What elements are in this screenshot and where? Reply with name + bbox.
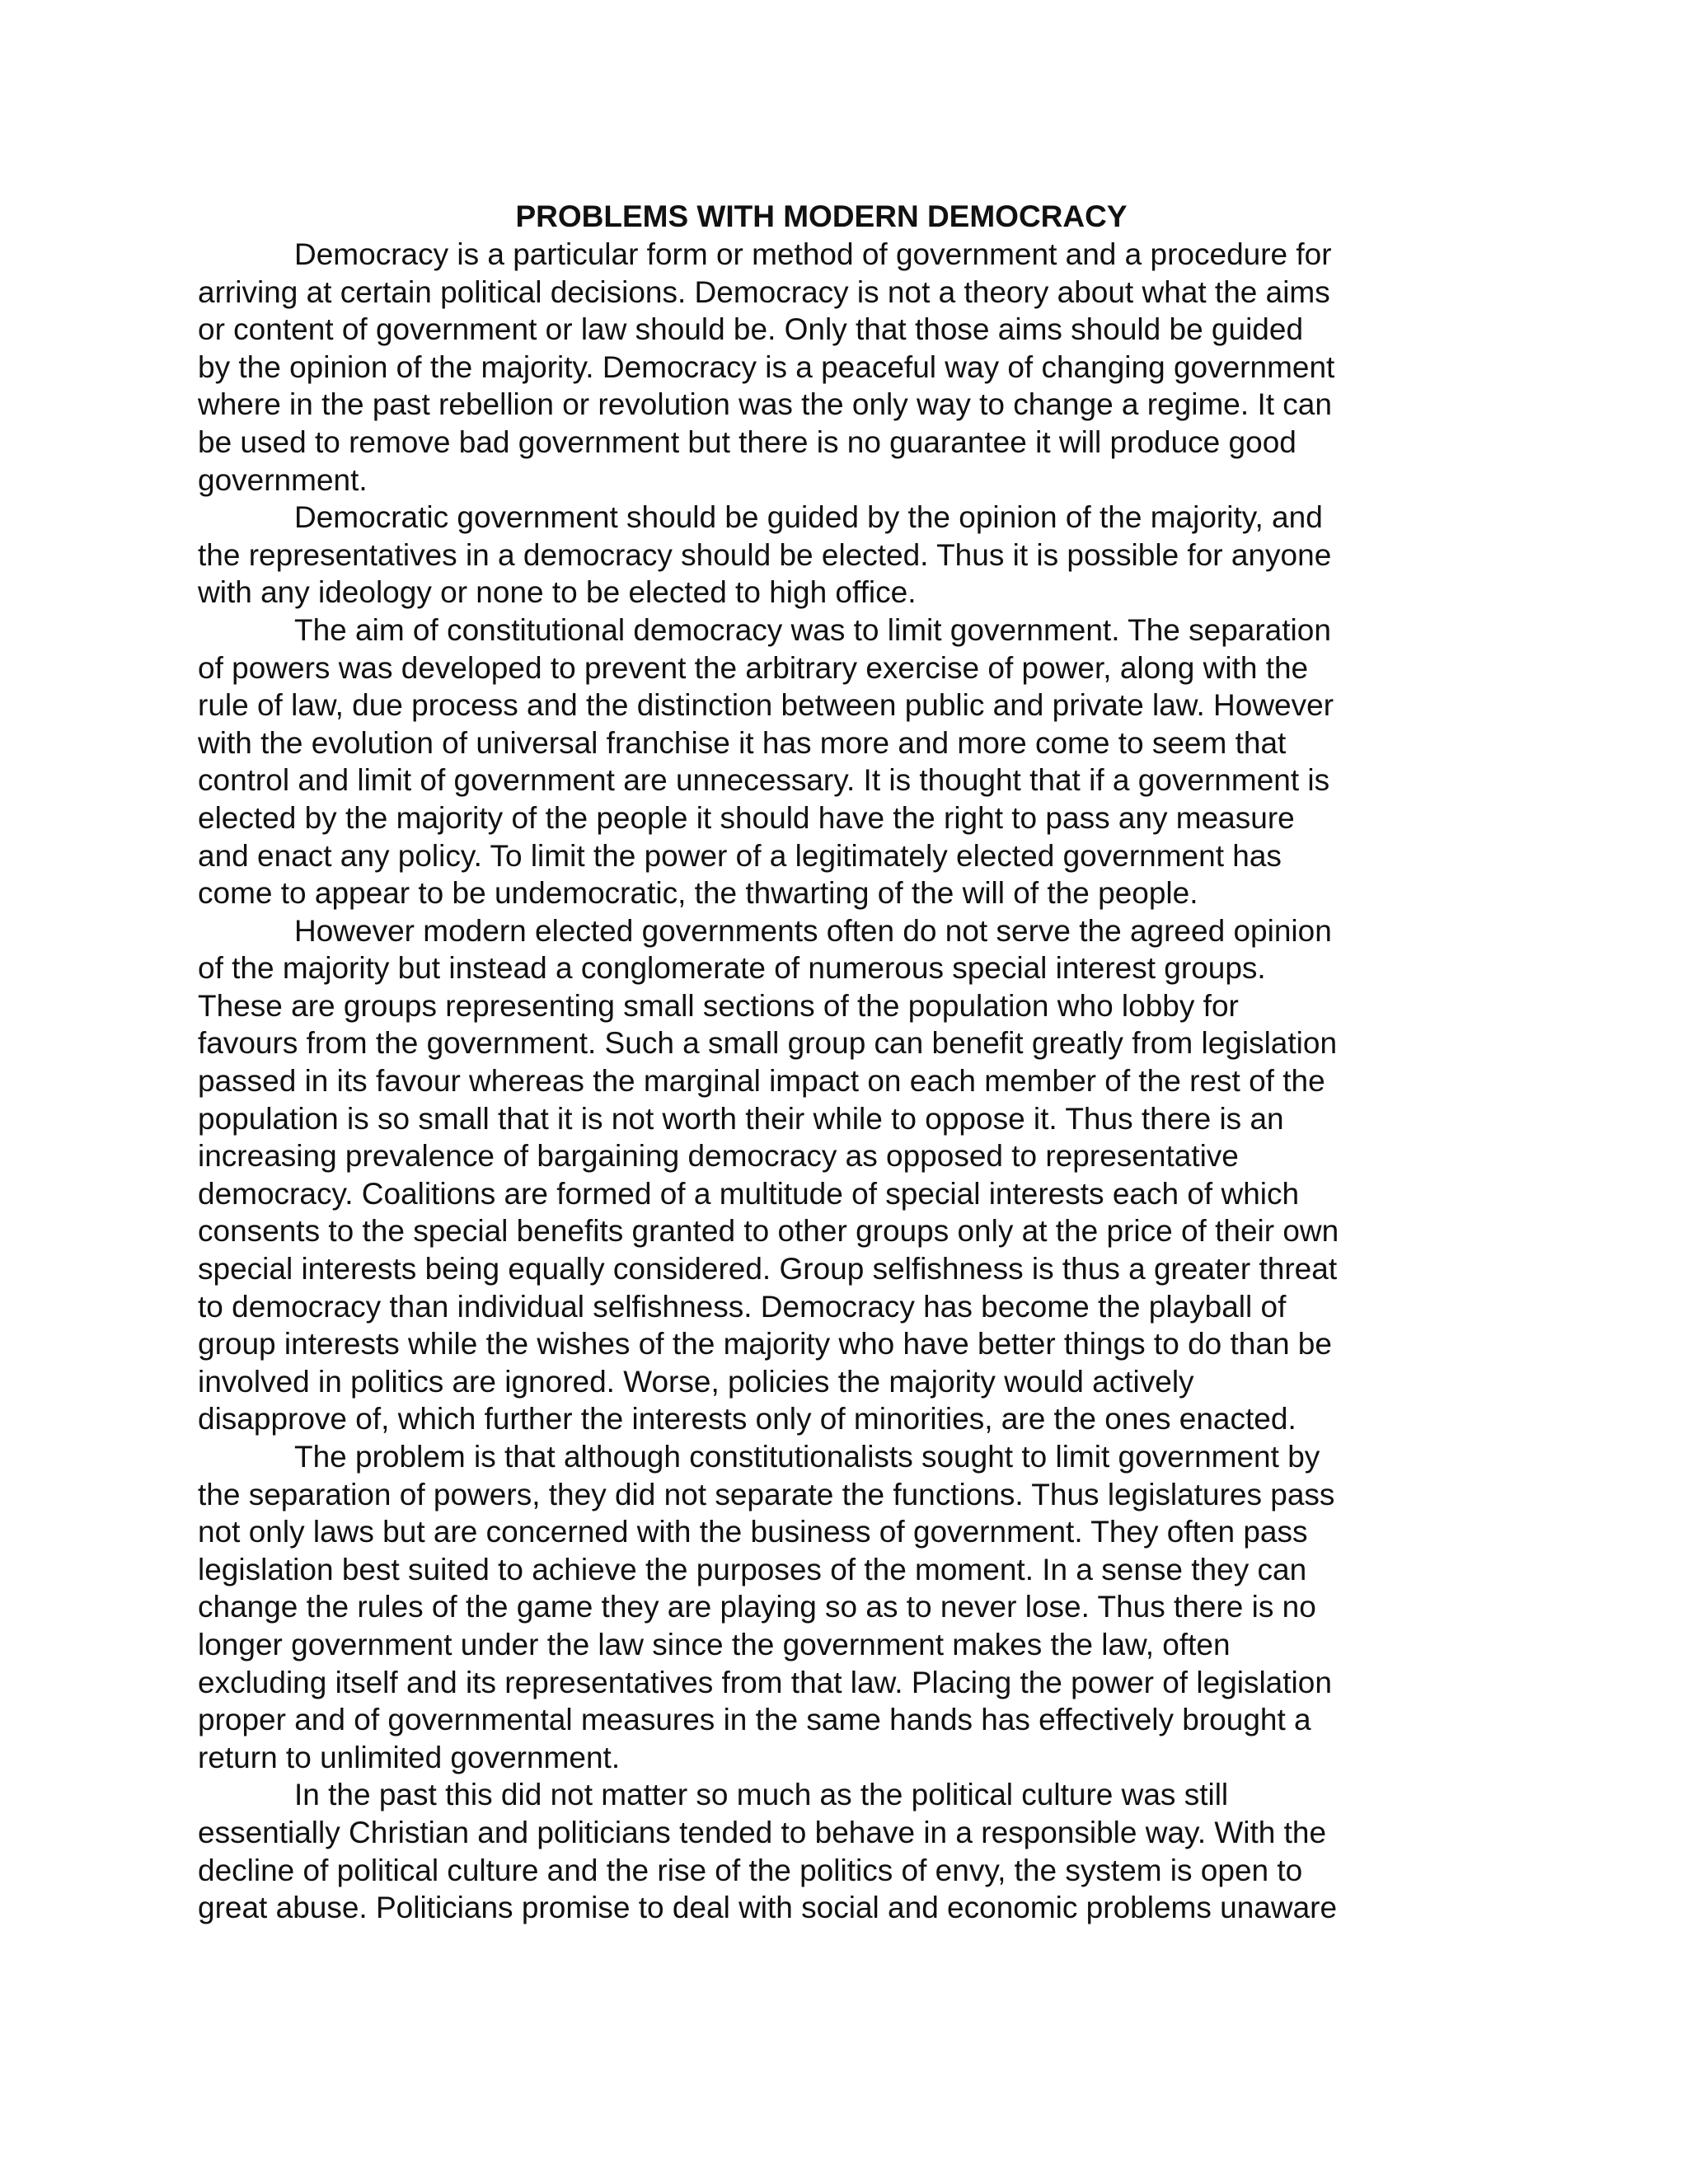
text-line: However modern elected governments often do not serve the agreed opinion: [294, 913, 1332, 948]
text-line: the separation of powers, they did not separate the functions. Thus legislatures pass: [198, 1477, 1335, 1511]
text-line: Democratic government should be guided by the opinion of the majority, and: [294, 500, 1323, 535]
text-line: of powers was developed to prevent the arbitrary exercise of power, along with the: [198, 650, 1309, 685]
text-line: increasing prevalence of bargaining democracy as opposed to representative: [198, 1139, 1239, 1174]
text-line: consents to the special benefits granted to other groups only at the price of their own: [198, 1214, 1339, 1249]
text-line: elected by the majority of the people it should have the right to pass any measure: [198, 800, 1295, 835]
text-line: change the rules of the game they are playing so as to never lose. Thus there is no: [198, 1590, 1316, 1624]
text-line: Democracy is a particular form or method of government and a procedure for: [294, 237, 1332, 271]
text-line: control and limit of government are unnecessary. It is thought that if a government is: [198, 763, 1330, 798]
text-line: essentially Christian and politicians tended to behave in a responsible way. With the: [198, 1815, 1327, 1849]
text-line: The aim of constitutional democracy was to limit government. The separation: [294, 612, 1331, 647]
paragraph: [198, 1776, 1438, 1926]
text-line: or content of government or law should be. Only that those aims should be guided: [198, 312, 1304, 347]
text-line: passed in its favour whereas the marginal impact on each member of the rest of the: [198, 1064, 1325, 1099]
text-line: group interests while the wishes of the majority who have better things to do than be: [198, 1327, 1332, 1361]
text-line: with the evolution of universal franchise it has more and more come to seem that: [198, 725, 1287, 760]
text-line: special interests being equally considered. Group selfishness is thus a greater threat: [198, 1252, 1338, 1286]
text-line: The problem is that although constitutionalists sought to limit government by: [294, 1440, 1320, 1474]
text-line: These are groups representing small sections of the population who lobby for: [198, 988, 1239, 1023]
text-line: come to appear to be undemocratic, the thwarting of the will of the people.: [198, 876, 1198, 911]
text-line: with any ideology or none to be elected to high office.: [198, 575, 917, 610]
text-line: favours from the government. Such a small group can benefit greatly from legislation: [198, 1026, 1338, 1061]
text-line: government.: [198, 462, 368, 497]
paragraph: [198, 912, 1438, 1438]
text-line: by the opinion of the majority. Democracy is a peaceful way of changing government: [198, 349, 1335, 384]
text-line: great abuse. Politicians promise to deal with social and economic problems unaware: [198, 1891, 1338, 1925]
text-line: In the past this did not matter so much as the political culture was still: [294, 1778, 1229, 1812]
text-line: rule of law, due process and the distinction between public and private law. However: [198, 688, 1334, 723]
document-page: [198, 198, 1438, 1927]
text-line: of the majority but instead a conglomerate of numerous special interest groups.: [198, 951, 1266, 986]
document-body: [198, 236, 1438, 1927]
text-line: proper and of governmental measures in the same hands has effectively brought a: [198, 1703, 1311, 1737]
text-line: involved in politics are ignored. Worse, policies the majority would actively: [198, 1364, 1194, 1399]
text-line: democracy. Coalitions are formed of a multitude of special interests each of which: [198, 1176, 1300, 1211]
paragraph: [198, 236, 1438, 499]
text-line: legislation best suited to achieve the purposes of the moment. In a sense they can: [198, 1552, 1307, 1586]
text-line: be used to remove bad government but there is no guarantee it will produce good: [198, 424, 1296, 459]
text-line: not only laws but are concerned with the business of government. They often pass: [198, 1515, 1308, 1549]
text-line: the representatives in a democracy should be elected. Thus it is possible for anyone: [198, 537, 1332, 572]
text-line: longer government under the law since the government makes the law, often: [198, 1627, 1231, 1661]
text-line: disapprove of, which further the interests only of minorities, are the ones enacted.: [198, 1402, 1296, 1436]
document-title: PROBLEMS WITH MODERN DEMOCRACY: [515, 199, 1128, 233]
text-line: decline of political culture and the rise of the politics of envy, the system is open to: [198, 1853, 1303, 1887]
text-line: to democracy than individual selfishness. Democracy has become the playball of: [198, 1289, 1287, 1324]
text-line: and enact any policy. To limit the power of a legitimately elected government has: [198, 838, 1282, 873]
text-line: excluding itself and its representatives from that law. Placing the power of legislation: [198, 1665, 1332, 1699]
text-line: where in the past rebellion or revolution was the only way to change a regime. It can: [198, 387, 1332, 422]
text-line: arriving at certain political decisions. Democracy is not a theory about what the aims: [198, 274, 1330, 309]
text-line: population is so small that it is not worth their while to oppose it. Thus there is an: [198, 1101, 1284, 1136]
paragraph: [198, 612, 1438, 912]
paragraph: [198, 499, 1438, 612]
paragraph: [198, 1438, 1438, 1776]
text-line: return to unlimited government.: [198, 1740, 621, 1774]
